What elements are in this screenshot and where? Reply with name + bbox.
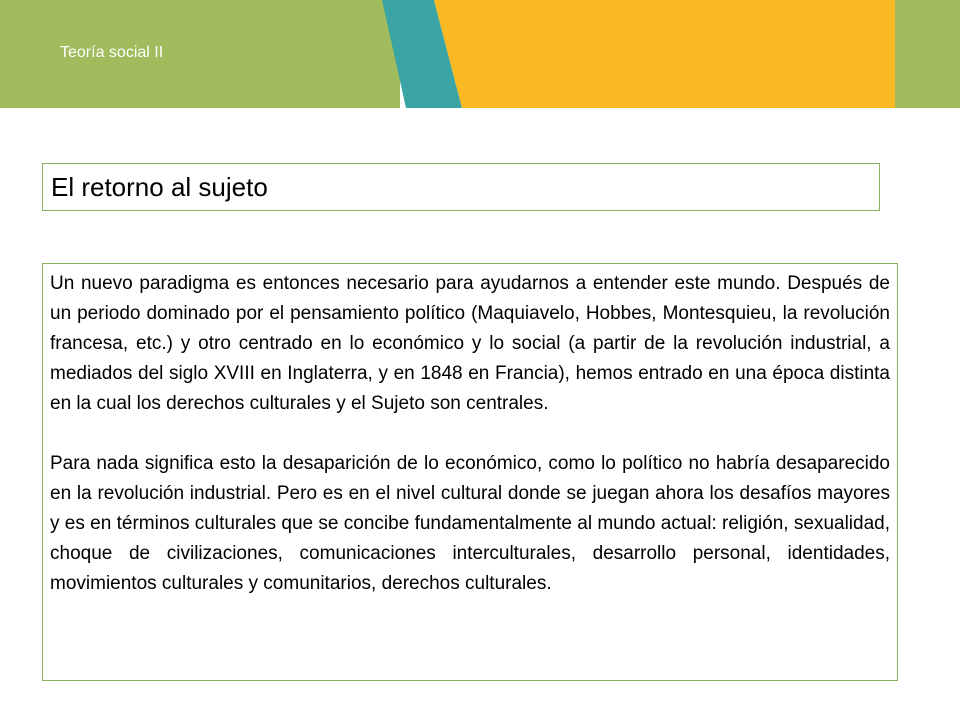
slide-title: El retorno al sujeto (51, 171, 268, 202)
body-paragraph-2: Para nada significa esto la desaparición de lo económico, como lo político no habría desaparecido en la revolución industrial. Pero es en el nivel cultural donde se juegan ahora los desafíos mayores y es en términos culturales que se concibe fundamentalmente al mundo actual: religión, sexualidad, choque de civilizaciones, comunicaciones interculturales, desarrollo personal, identidades, movimientos culturales y comunitarios, derechos culturales. (50, 453, 890, 594)
slide-title-box (42, 163, 880, 211)
body-paragraph-1: Un nuevo paradigma es entonces necesario para ayudarnos a entender este mundo. Después de un periodo dominado por el pensamiento político (Maquiavelo, Hobbes, Montesquieu, la revolución francesa, etc.) y otro centrado en lo económico y lo social (a partir de la revolución industrial, a mediados del siglo XVIII en Inglaterra, y en 1848 en Francia), hemos entrado en una época distinta en la cual los derechos culturales y el Sujeto son centrales. (50, 273, 890, 414)
header-yellow-band (434, 0, 895, 108)
course-title: Teoría social II (60, 44, 164, 61)
paragraph-spacer (50, 419, 890, 449)
header-banner (0, 0, 960, 108)
slide-body-box (42, 263, 898, 681)
header-green-band-right (895, 0, 960, 108)
